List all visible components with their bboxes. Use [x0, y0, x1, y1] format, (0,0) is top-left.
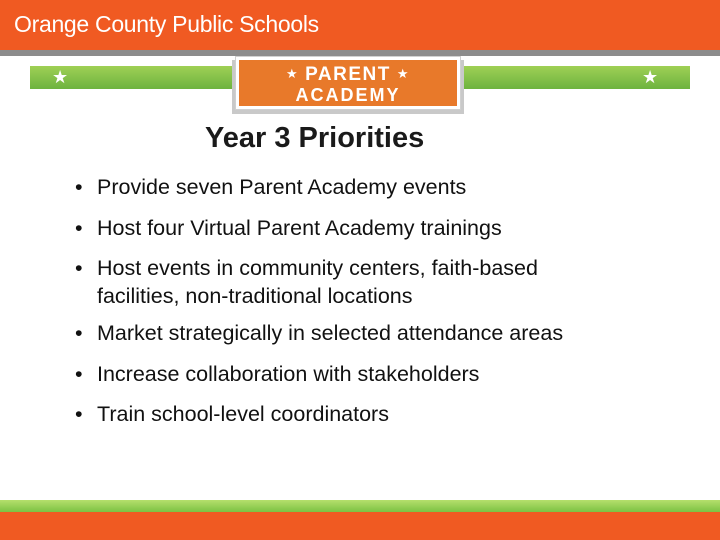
slide-title: Year 3 Priorities — [205, 122, 425, 154]
logo-line-2: ACADEMY — [295, 85, 401, 105]
header-divider — [0, 50, 720, 56]
footer-orange-bar — [0, 512, 720, 540]
bullet-icon: • — [75, 175, 83, 199]
star-icon: ★ — [642, 67, 659, 87]
footer-green-stripe — [0, 500, 720, 512]
bullet-icon: • — [75, 402, 83, 426]
organization-title: Orange County Public Schools — [14, 11, 319, 37]
star-icon: ★ — [52, 67, 69, 87]
list-item: • Host events in community centers, faith-based facilities, non-traditional locations — [75, 254, 695, 310]
header-bar — [0, 0, 720, 50]
list-item: • Market strategically in selected attendance areas — [75, 321, 564, 345]
list-item-continuation: facilities, non-traditional locations — [97, 284, 413, 308]
bullet-icon: • — [75, 321, 83, 345]
bullet-icon: • — [75, 215, 83, 240]
list-item: • Train school-level coordinators — [75, 402, 389, 426]
logo-line-1: ★ PARENT ★ — [285, 64, 411, 85]
priorities-list — [75, 173, 695, 441]
list-item: • Provide seven Parent Academy events — [75, 175, 467, 199]
parent-academy-logo — [236, 57, 460, 109]
bullet-icon: • — [75, 361, 83, 386]
star-icon: ★ — [396, 66, 411, 81]
list-item: • Host four Virtual Parent Academy trainings — [75, 215, 502, 240]
list-item: • Increase collaboration with stakeholders — [75, 361, 480, 386]
star-icon: ★ — [285, 66, 300, 81]
bullet-icon: • — [75, 256, 83, 280]
